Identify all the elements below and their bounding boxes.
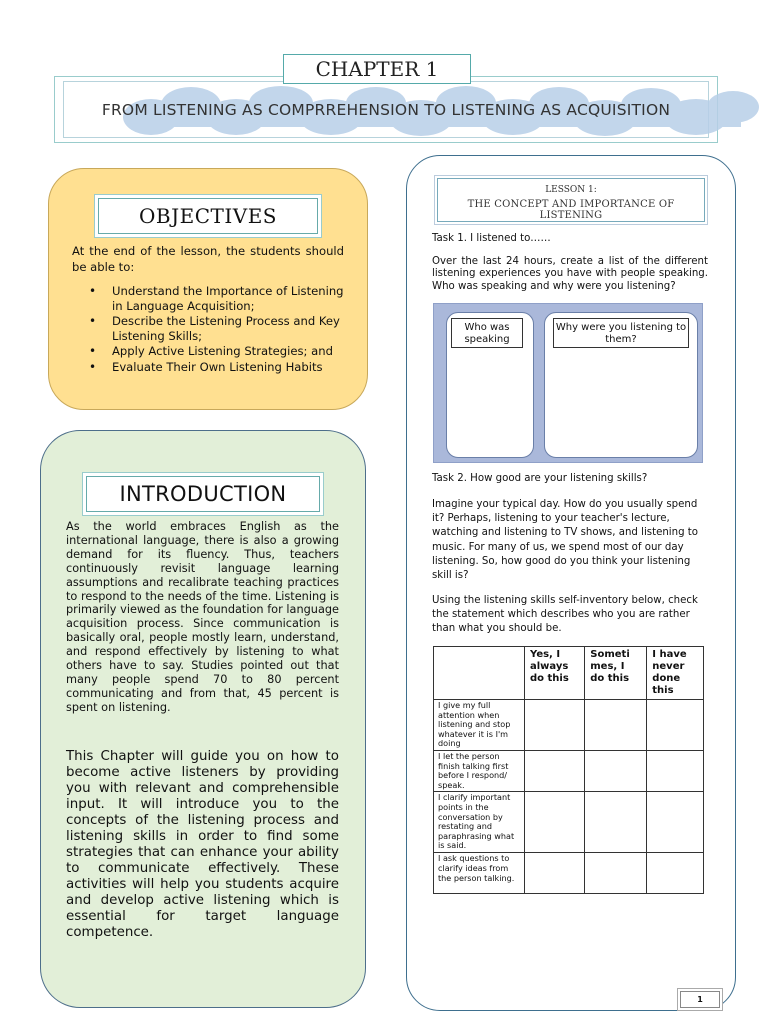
task-1-title: Task 1. I listened to…… — [432, 233, 551, 244]
statement-cell: I give my full attention when listening and stop whatever it is I'm doing — [434, 700, 525, 751]
check-cell[interactable] — [525, 792, 585, 853]
statement-cell: I let the person finish talking first before I respond/ speak. — [434, 751, 525, 792]
check-cell[interactable] — [525, 700, 585, 751]
lesson-heading-box — [437, 178, 705, 222]
check-cell[interactable] — [585, 751, 647, 792]
check-cell[interactable] — [585, 700, 647, 751]
statement-cell: I ask questions to clarify ideas from the person talking. — [434, 853, 525, 894]
check-cell[interactable] — [525, 751, 585, 792]
table-row — [434, 751, 704, 792]
listening-self-inventory-table — [433, 646, 704, 894]
objective-item: • Understand the Importance of Listening in Language Acquisition; — [72, 284, 352, 313]
page-number: 1 — [680, 991, 720, 1008]
table-row — [434, 853, 704, 894]
check-cell[interactable] — [647, 700, 704, 751]
objectives-intro: At the end of the lesson, the students should be able to: — [72, 244, 344, 274]
lesson-label: LESSON 1: — [545, 185, 597, 195]
table-header-cell: Someti mes, I do this — [585, 647, 647, 700]
table-header-row — [434, 647, 704, 700]
table-row — [434, 792, 704, 853]
objective-item: • Describe the Listening Process and Key Listening Skills; — [72, 314, 352, 343]
lesson-title: THE CONCEPT AND IMPORTANCE OF LISTENING — [467, 199, 675, 221]
table-header-cell: Yes, I always do this — [525, 647, 585, 700]
task-2-title: Task 2. How good are your listening skills? — [432, 473, 648, 484]
check-cell[interactable] — [647, 751, 704, 792]
table-header-cell — [434, 647, 525, 700]
chapter-label: CHAPTER 1 — [283, 54, 471, 84]
objective-item: • Apply Active Listening Strategies; and — [72, 344, 352, 359]
objectives-heading: OBJECTIVES — [98, 198, 318, 234]
chapter-title-banner — [54, 76, 718, 143]
objectives-list — [72, 284, 352, 375]
check-cell[interactable] — [585, 792, 647, 853]
objective-item: • Evaluate Their Own Listening Habits — [72, 360, 352, 375]
task-2-description: Imagine your typical day. How do you usually spend it? Perhaps, listening to your teacher's lecture, watching and listening to TV shows, and listening to music. For many of us, we spend most of our day listening. So, how good do you think your listening skill is? — [432, 499, 699, 582]
introduction-paragraph-2: This Chapter will guide you on how to become active listeners by providing you with relevant and comprehensible input. It will introduce you to the concepts of the listening process and listening skills in order to find some strategies that can enhance your ability to communicate effectively. These activities will help you students acquire and develop active listening which is essential for target language competence. — [66, 749, 339, 940]
check-cell[interactable] — [647, 853, 704, 894]
introduction-heading: INTRODUCTION — [86, 476, 320, 512]
introduction-paragraph-1: As the world embraces English as the international language, there is also a growing demand for its fluency. Thus, teachers continuously revisit language learning assumptions and recalibrate teaching practices to respond to the needs of the time. Listening is primarily viewed as the foundation for language acquisition process. Since communication is basically oral, people mostly learn, understand, and respond effectively by listening to what others have to say. Studies pointed out that many people spend 70 to 80 percent communicating and from that, 45 percent is spent on listening. — [66, 520, 339, 714]
table-header-cell: I have never done this — [647, 647, 704, 700]
inventory-instructions: Using the listening skills self-inventory below, check the statement which describes who you are rather than what you should be. — [432, 595, 698, 635]
chapter-title: FROM LISTENING AS COMPRREHENSION TO LISTENING AS ACQUISITION — [101, 101, 671, 119]
check-cell[interactable] — [585, 853, 647, 894]
check-cell[interactable] — [525, 853, 585, 894]
statement-cell: I clarify important points in the conversation by restating and paraphrasing what is said. — [434, 792, 525, 853]
task-1-description: Over the last 24 hours, create a list of the different listening experiences you have with people speaking. Who was speaking and why were you listening? — [432, 256, 708, 292]
check-cell[interactable] — [647, 792, 704, 853]
table-row — [434, 700, 704, 751]
who-column-label: Who was speaking — [451, 318, 523, 348]
why-column-label: Why were you listening to them? — [553, 318, 689, 348]
